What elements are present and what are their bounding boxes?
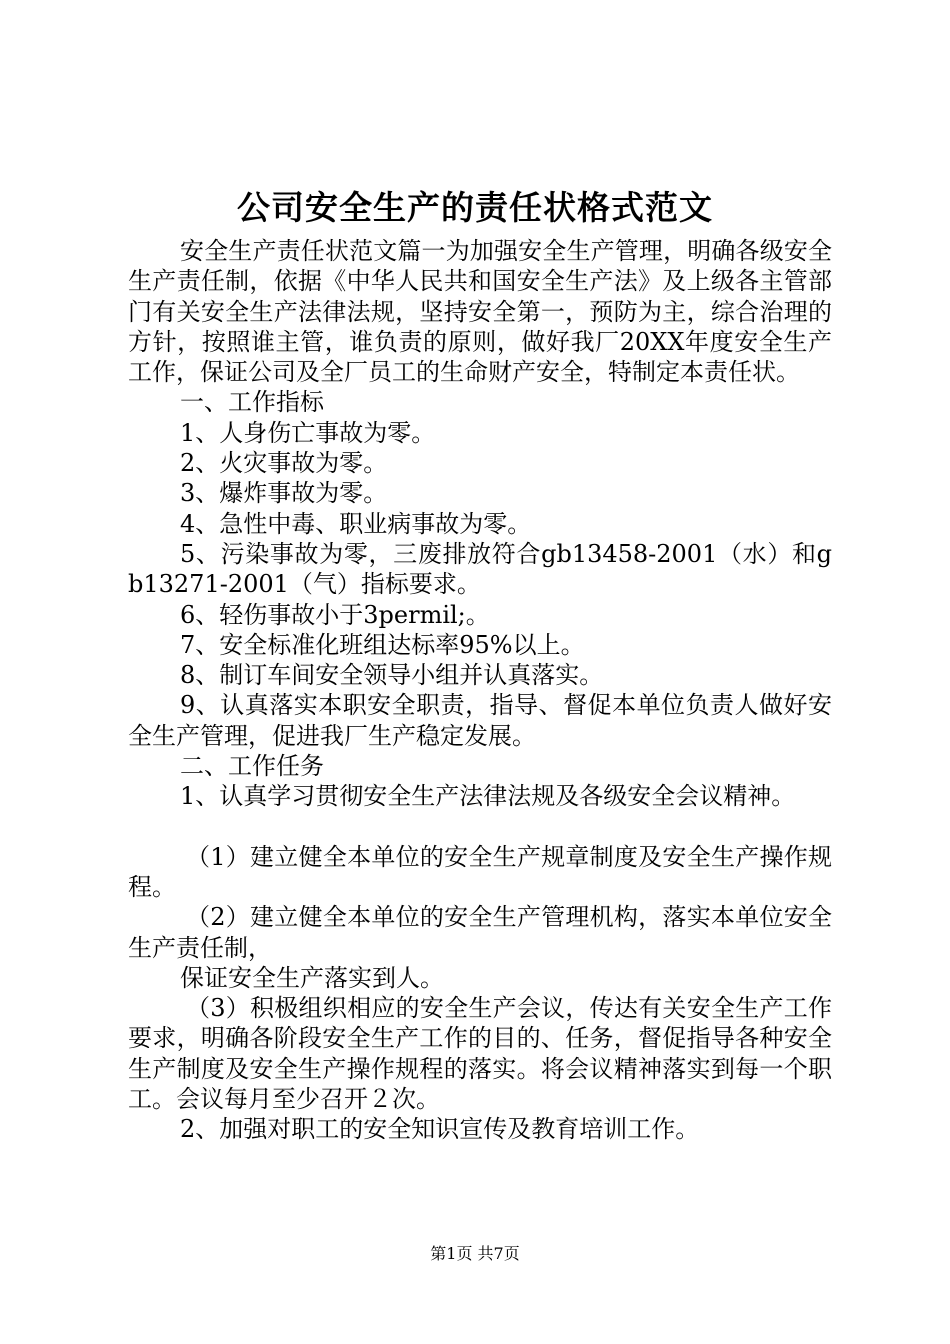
paragraph-gap: [128, 812, 832, 842]
target-item-1: 1、人身伤亡事故为零。: [180, 418, 436, 447]
task-subitem-3: （3）积极组织相应的安全生产会议，传达有关安全生产工作要求，明确各阶段安全生产工作的目的、任务，督促指导各种安全生产制度及安全生产操作规程的落实。将会议精神落实到每一个职工。会议每月至少召开２次。: [128, 994, 832, 1114]
target-item-8: 8、制订车间安全领导小组并认真落实。: [180, 661, 604, 690]
task-subitem-2: （2）建立健全本单位的安全生产管理机构，落实本单位安全生产责任制，: [128, 903, 832, 962]
section-heading-work-tasks: 二、工作任务: [180, 752, 324, 781]
target-item-9: 9、认真落实本职安全职责，指导、督促本单位负责人做好安全生产管理，促进我厂生产稳定发展。: [128, 691, 832, 750]
section-heading-work-targets: 一、工作指标: [180, 388, 324, 417]
target-item-5: 5、污染事故为零，三废排放符合gb13458-2001（水）和gb13271-2001（气）指标要求。: [128, 539, 832, 599]
target-item-4: 4、急性中毒、职业病事故为零。: [180, 509, 532, 538]
target-item-2: 2、火灾事故为零。: [180, 449, 388, 478]
task-subitem-1: （1）建立健全本单位的安全生产规章制度及安全生产操作规程。: [128, 842, 832, 901]
target-item-3: 3、爆炸事故为零。: [180, 479, 388, 508]
target-item-6: 6、轻伤事故小于3permil;。: [180, 600, 490, 629]
task-subitem-2-continued: 保证安全生产落实到人。: [180, 963, 444, 992]
intro-paragraph: 安全生产责任状范文篇一为加强安全生产管理，明确各级安全生产责任制，依据《中华人民共和国安全生产法》及上级各主管部门有关安全生产法律法规，坚持安全第一，预防为主，综合治理的方针，按照谁主管，谁负责的原则，做好我厂20XX年度安全生产工作，保证公司及全厂员工的生命财产安全，特制定本责任状。: [128, 237, 832, 387]
page-footer: 第1页 共7页: [430, 1244, 520, 1263]
task-item-2: 2、加强对职工的安全知识宣传及教育培训工作。: [180, 1115, 700, 1144]
task-item-1: 1、认真学习贯彻安全生产法律法规及各级安全会议精神。: [180, 782, 796, 811]
document-body: [128, 236, 832, 1145]
document-title: 公司安全生产的责任状格式范文: [237, 188, 713, 227]
target-item-7: 7、安全标准化班组达标率95%以上。: [180, 630, 585, 659]
